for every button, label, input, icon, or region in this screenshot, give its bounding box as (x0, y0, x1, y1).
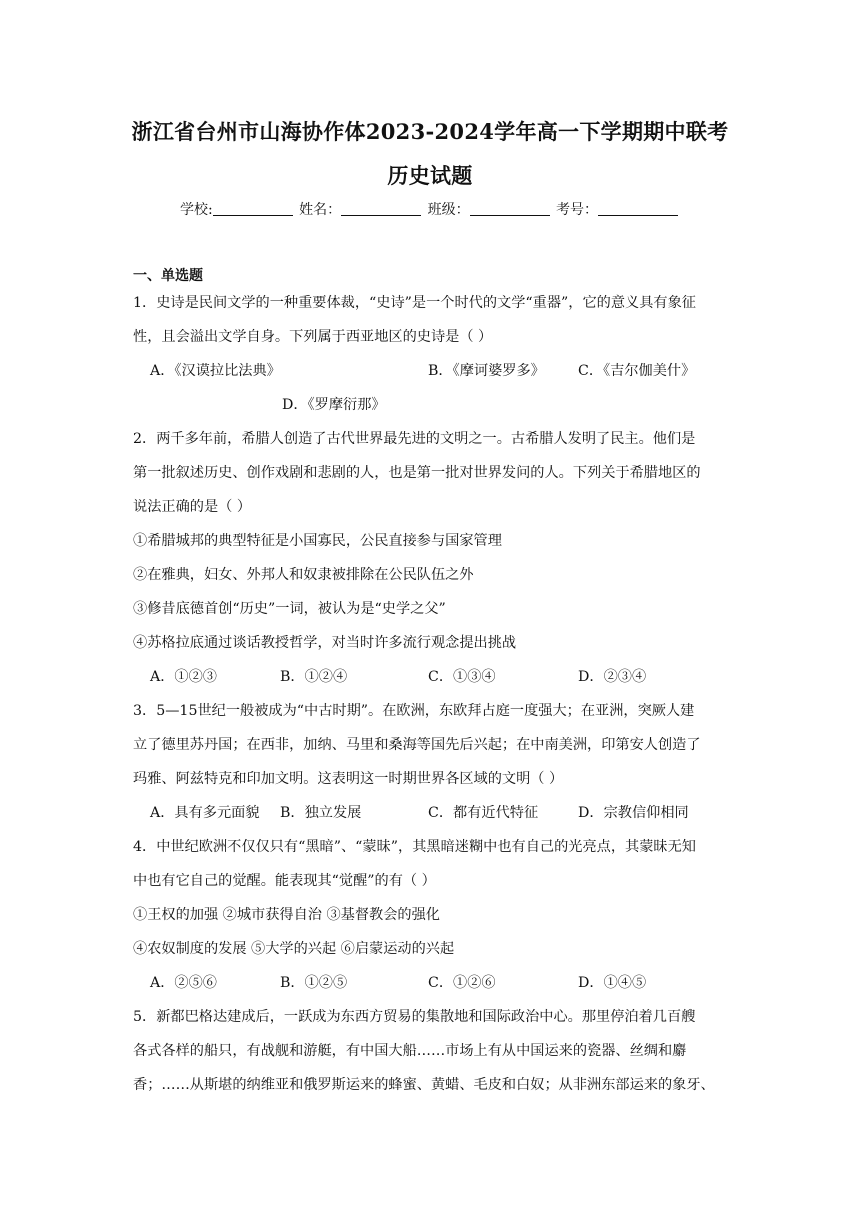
question-text-line: 玛雅、阿兹特克和印加文明。这表明这一时期世界各区域的文明（ ） (133, 771, 564, 787)
exam-subtitle: 历史试题 (387, 163, 473, 188)
class-blank[interactable] (470, 201, 550, 216)
question-text-line: 说法正确的是（ ） (133, 499, 252, 515)
option-c[interactable]: C．都有近代特征 (428, 805, 539, 821)
school-label: 学校: (179, 202, 213, 218)
question-text-line: 3．5—15世纪一般被成为“中古时期”。在欧洲，东欧拜占庭一度强大；在亚洲，突厥人建 (133, 703, 695, 719)
option-d[interactable]: D．①④⑤ (578, 975, 647, 991)
option-c[interactable]: C．《吉尔伽美什》 (578, 363, 696, 379)
option-d[interactable]: D．宗教信仰相同 (578, 805, 689, 821)
section-heading: 一、单选题 (133, 268, 203, 284)
class-label: 班级： (427, 202, 470, 218)
exam-number-blank[interactable] (598, 201, 678, 216)
statement-line: ④农奴制度的发展 ⑤大学的兴起 ⑥启蒙运动的兴起 (133, 941, 455, 957)
option-a[interactable]: A．《汉谟拉比法典》 (150, 363, 281, 379)
question-text-line: 中也有它自己的觉醒。能表现其“觉醒”的有（ ） (133, 873, 436, 889)
question-text-line: 5．新都巴格达建成后，一跃成为东西方贸易的集散地和国际政治中心。那里停泊着几百艘 (133, 1009, 696, 1025)
option-b[interactable]: B．独立发展 (280, 805, 362, 821)
option-a[interactable]: A．①②③ (150, 669, 217, 685)
option-b[interactable]: B．①②⑤ (280, 975, 348, 991)
option-a[interactable]: A．具有多元面貌 (150, 805, 260, 821)
option-c[interactable]: C．①③④ (428, 669, 496, 685)
question-text-line: 4．中世纪欧洲不仅仅只有“黑暗”、“蒙昧”，其黑暗迷糊中也有自己的光亮点，其蒙昧无知 (133, 839, 696, 855)
question-text-line: 香；……从斯堪的纳维亚和俄罗斯运来的蜂蜜、黄蜡、毛皮和白奴；从非洲东部运来的象牙、 (133, 1077, 715, 1093)
question-text-line: 1．史诗是民间文学的一种重要体裁，“史诗”是一个时代的文学“重器”，它的意义具有象征 (133, 295, 696, 311)
statement-line: ②在雅典，妇女、外邦人和奴隶被排除在公民队伍之外 (133, 567, 474, 583)
exam-title: 浙江省台州市山海协作体2023-2024学年高一下学期期中联考 (131, 119, 729, 144)
question-text-line: 立了德里苏丹国；在西非，加纳、马里和桑海等国先后兴起；在中南美洲，印第安人创造了 (133, 737, 701, 753)
statement-line: ①希腊城邦的典型特征是小国寡民，公民直接参与国家管理 (133, 533, 502, 549)
option-d[interactable]: D．②③④ (578, 669, 647, 685)
statement-line: ③修昔底德首创“历史”一词，被认为是“史学之父” (133, 601, 446, 617)
exam-number-label: 考号： (556, 202, 599, 218)
question-text-line: 第一批叙述历史、创作戏剧和悲剧的人，也是第一批对世界发问的人。下列关于希腊地区的 (133, 465, 701, 481)
school-blank[interactable] (213, 201, 293, 216)
name-blank[interactable] (341, 201, 421, 216)
name-label: 姓名： (299, 202, 342, 218)
statement-line: ④苏格拉底通过谈话教授哲学，对当时许多流行观念提出挑战 (133, 635, 517, 651)
option-b[interactable]: B．①②④ (280, 669, 348, 685)
option-d[interactable]: D．《罗摩衍那》 (282, 397, 386, 413)
option-a[interactable]: A．②⑤⑥ (150, 975, 217, 991)
question-text-line: 2．两千多年前，希腊人创造了古代世界最先进的文明之一。古希腊人发明了民主。他们是 (133, 431, 696, 447)
option-c[interactable]: C．①②⑥ (428, 975, 496, 991)
option-b[interactable]: B．《摩诃婆罗多》 (428, 363, 545, 379)
statement-line: ①王权的加强 ②城市获得自治 ③基督教会的强化 (133, 907, 440, 923)
question-text-line: 性，且会溢出文学自身。下列属于西亚地区的史诗是（ ） (133, 329, 493, 345)
student-info-row (0, 199, 860, 219)
question-text-line: 各式各样的船只，有战舰和游艇，有中国大船……市场上有从中国运来的瓷器、丝绸和麝 (133, 1043, 687, 1059)
